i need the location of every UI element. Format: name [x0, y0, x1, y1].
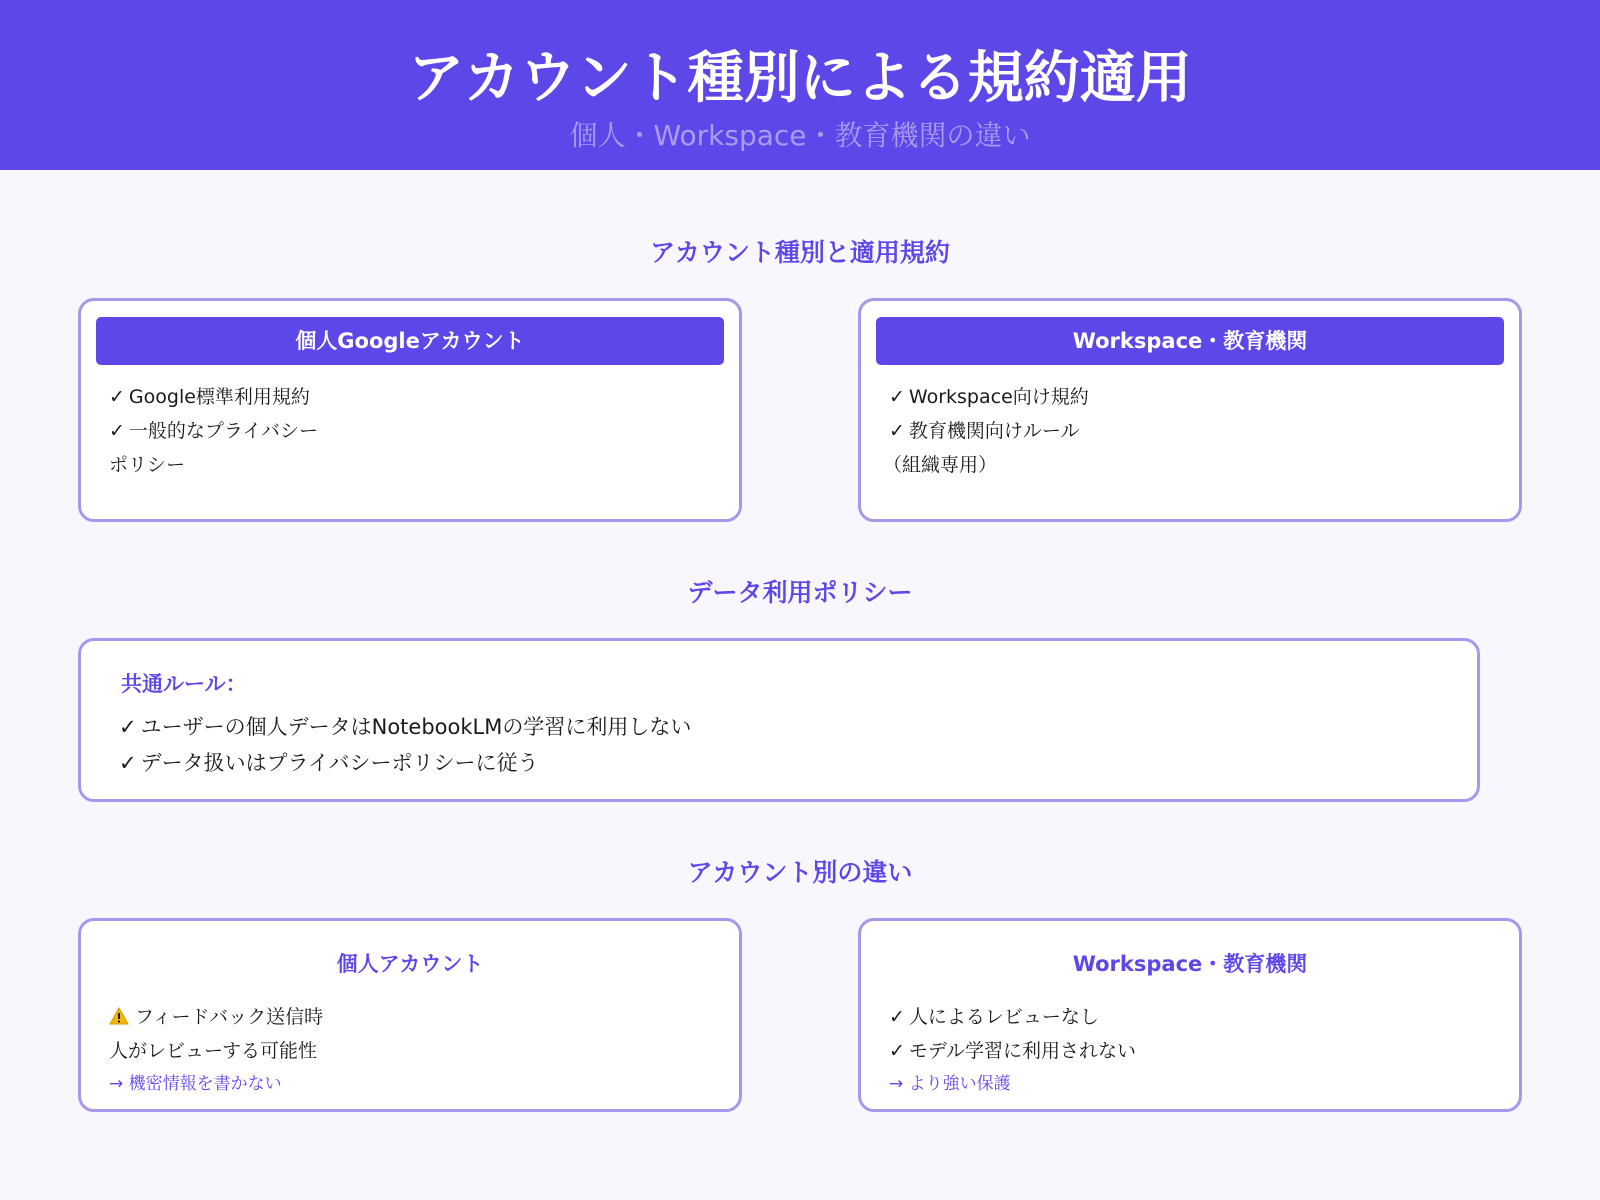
- card-header-personal: 個人Googleアカウント: [96, 317, 724, 365]
- card-workspace-education: [858, 298, 1522, 522]
- page-subtitle: 個人・Workspace・教育機関の違い: [569, 119, 1031, 152]
- section-title-account-types: アカウント種別と適用規約: [650, 238, 950, 267]
- list-item: フィードバック送信時: [109, 1003, 719, 1031]
- list-item-continuation: ポリシー: [109, 454, 186, 476]
- section-title-data-policy: データ利用ポリシー: [687, 578, 913, 607]
- card-workspace-account: [858, 918, 1522, 1112]
- card-header-workspace: Workspace・教育機関: [876, 317, 1504, 365]
- check-icon: ✓: [889, 1040, 905, 1062]
- check-icon: ✓: [889, 386, 905, 408]
- check-icon: ✓: [889, 1006, 905, 1028]
- common-rules-label: 共通ルール：: [121, 672, 247, 696]
- list-item: ✓ Workspace向け規約: [889, 383, 1499, 411]
- list-item: ✓ 人によるレビューなし: [889, 1003, 1499, 1031]
- card-title-personal: 個人アカウント: [336, 952, 484, 976]
- card-title-workspace: Workspace・教育機関: [1072, 952, 1308, 976]
- list-item-continuation: （組織専用）: [883, 454, 998, 476]
- check-icon: ✓: [109, 420, 125, 442]
- card-personal-account: [78, 918, 742, 1112]
- card-common-rules: [78, 638, 1480, 802]
- list-item: ✓ Google標準利用規約: [109, 383, 719, 411]
- warning-icon: [109, 1007, 129, 1025]
- card-personal-google-account: [78, 298, 742, 522]
- advice-note: → 機密情報を書かない: [109, 1074, 282, 1094]
- check-icon: ✓: [119, 715, 137, 739]
- advice-note: → より強い保護: [889, 1074, 1011, 1094]
- list-item: ✓ 教育機関向けルール: [889, 417, 1499, 445]
- check-icon: ✓: [109, 386, 125, 408]
- list-item: ✓ モデル学習に利用されない: [889, 1037, 1499, 1065]
- list-item: ✓ 一般的なプライバシー: [109, 417, 719, 445]
- check-icon: ✓: [889, 420, 905, 442]
- page-title: アカウント種別による規約適用: [408, 46, 1192, 111]
- check-icon: ✓: [119, 751, 137, 775]
- list-item: ✓ データ扱いはプライバシーポリシーに従う: [119, 747, 1457, 779]
- list-item: ✓ ユーザーの個人データはNotebookLMの学習に利用しない: [119, 711, 1457, 743]
- list-item-continuation: 人がレビューする可能性: [109, 1040, 318, 1062]
- page-header: [0, 0, 1600, 170]
- section-title-differences: アカウント別の違い: [687, 858, 913, 887]
